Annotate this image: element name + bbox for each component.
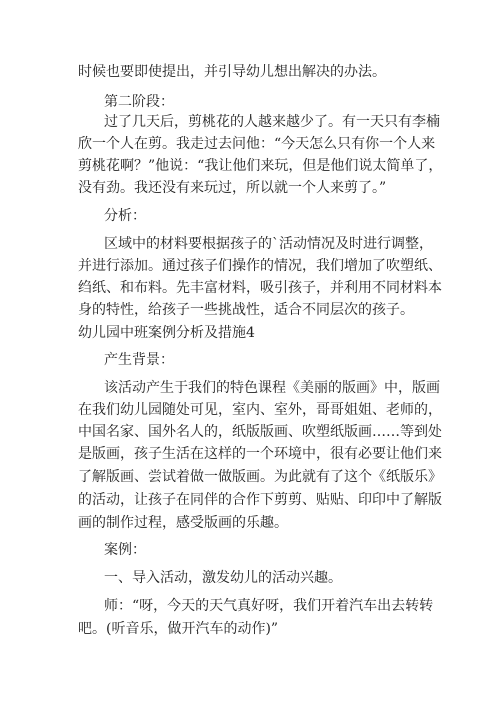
text-line-21: 案例： [104, 542, 146, 558]
text-line-23: 师：“呀，今天的天气真好呀，我们开着汽车出去转转 [104, 598, 434, 614]
text-line-16: 中国名家、国外名人的，纸版版画、吹塑纸版画……等到处 [78, 424, 442, 440]
text-line-11: 身的特性，给孩子一些挑战性，适合不同层次的孩子。 [78, 302, 414, 318]
text-line-18: 了解版画、尝试着做一做版画。为此就有了这个《纸版乐》 [78, 469, 442, 485]
text-line-20: 画的制作过程，感受版画的乐趣。 [78, 515, 288, 531]
section-heading: 幼儿园中班案例分析及措施4 [78, 325, 255, 341]
text-line-10: 绉纸、和布料。先丰富材料，吸引孩子，并利用不同材料本 [78, 280, 442, 296]
text-line-8: 区域中的材料要根据孩子的`活动情况及时进行调整， [104, 236, 433, 252]
text-line-4: 欣一个人在剪。我走过去问他：“今天怎么只有你一个人来 [78, 136, 436, 152]
text-line-22: 一、导入活动，激发幼儿的活动兴趣。 [104, 570, 342, 586]
text-line-13: 产生背景： [104, 352, 174, 368]
text-line-6: 没有劲。我还没有来玩过，所以就一个人来剪了。” [78, 180, 387, 196]
text-line-19: 的活动，让孩子在同伴的合作下剪剪、贴贴、印印中了解版 [78, 492, 442, 508]
text-line-17: 是版画，孩子生活在这样的一个环境中，很有必要让他们来 [78, 446, 442, 462]
text-line-24: 吧。(听音乐，做开汽车的动作)” [78, 621, 279, 637]
text-line-15: 在我们幼儿园随处可见，室内、室外，哥哥姐姐、老师的， [78, 402, 442, 418]
text-line-2: 第二阶段： [104, 94, 174, 110]
text-line-9: 并进行添加。通过孩子们操作的情况，我们增加了吹塑纸、 [78, 258, 442, 274]
text-line-5: 剪桃花啊？”他说：“我让他们来玩，但是他们说太简单了， [78, 158, 443, 174]
text-line-14: 该活动产生于我们的特色课程《美丽的版画》中，版画 [104, 380, 440, 396]
text-line-1: 时候也要即使提出，并引导幼儿想出解决的办法。 [78, 64, 386, 80]
text-line-3: 过了几天后，剪桃花的人越来越少了。有一天只有李楠 [104, 114, 440, 130]
text-line-7: 分析： [104, 208, 146, 224]
